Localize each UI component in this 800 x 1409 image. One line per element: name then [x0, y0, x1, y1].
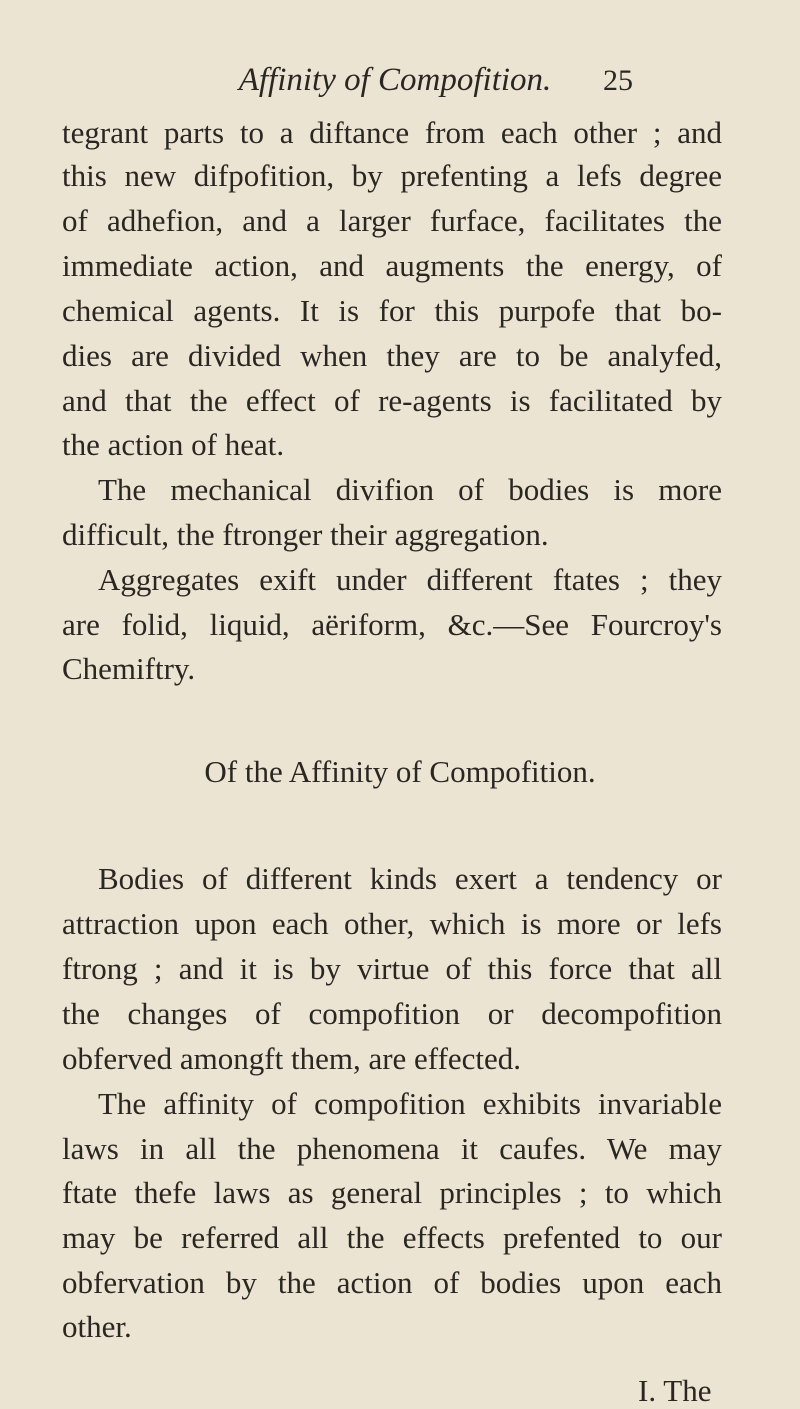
page-header	[0, 62, 800, 102]
text-line: chemical agents. It is for this purpofe that bo-	[62, 293, 722, 328]
text-line: the changes of compofition or decompofition	[62, 996, 722, 1031]
text-line: obferved amongft them, are effected.	[62, 1041, 522, 1076]
text-line: laws in all the phenomena it caufes. We may	[62, 1131, 722, 1166]
page-number: 25	[603, 64, 633, 97]
text-line: ftate thefe laws as general principles ; to which	[62, 1175, 722, 1210]
text-line: The affinity of compofition exhibits invariable	[98, 1086, 722, 1121]
text-line: the action of heat.	[62, 427, 285, 462]
text-line: attraction upon each other, which is more or lefs	[62, 906, 722, 941]
running-title: Affinity of Compofition.	[238, 62, 552, 98]
text-line: dies are divided when they are to be analyfed,	[62, 338, 722, 373]
text-line: ftrong ; and it is by virtue of this force that all	[62, 951, 722, 986]
text-line: this new difpofition, by prefenting a lefs degree	[62, 158, 722, 193]
text-line: Bodies of different kinds exert a tendency or	[98, 861, 722, 896]
text-line: are folid, liquid, aëriform, &c.—See Fourcroy's	[62, 607, 722, 642]
text-line: The mechanical divifion of bodies is more	[98, 472, 722, 507]
section-heading: Of the Affinity of Compofition.	[204, 754, 596, 789]
text-line: Aggregates exift under different ftates ; they	[98, 562, 722, 597]
text-line: and that the effect of re-agents is facilitated by	[62, 383, 722, 418]
text-line: may be referred all the effects prefented to our	[62, 1220, 722, 1255]
text-line: of adhefion, and a larger furface, facilitates the	[62, 203, 722, 238]
text-line: other.	[62, 1309, 132, 1344]
text-line: difficult, the ftronger their aggregation.	[62, 517, 549, 552]
text-line: obfervation by the action of bodies upon each	[62, 1265, 722, 1300]
text-line: Chemiftry.	[62, 651, 196, 686]
text-line: immediate action, and augments the energy, of	[62, 248, 722, 283]
catchword: I. The	[638, 1373, 712, 1408]
text-line: tegrant parts to a diftance from each other ; and	[62, 115, 722, 150]
